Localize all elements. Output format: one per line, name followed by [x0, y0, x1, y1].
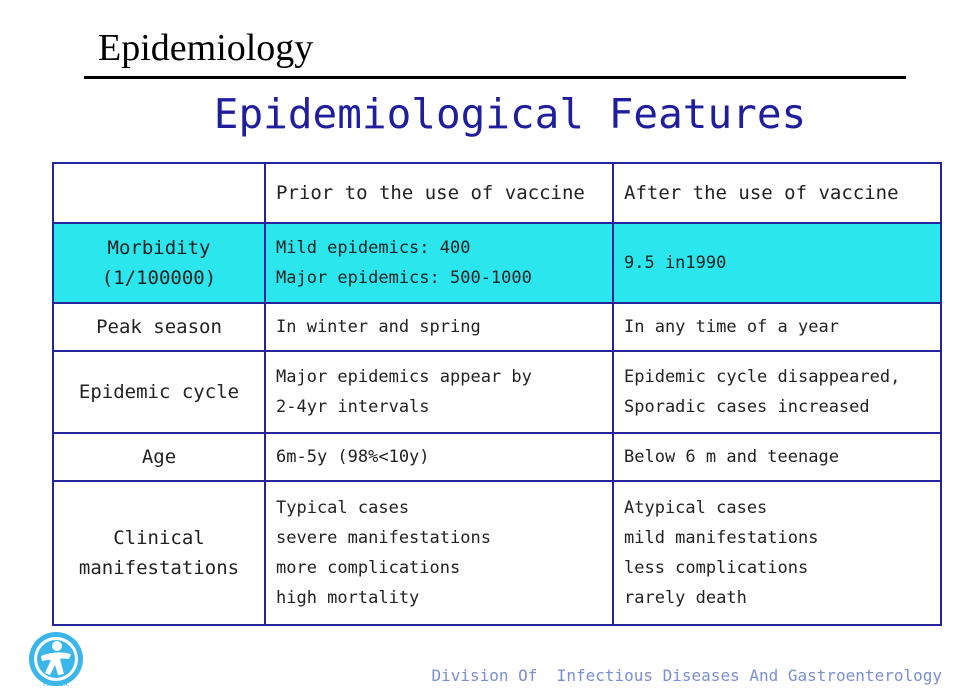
after-cell: [613, 481, 941, 625]
cell-line: Epidemic cycle disappeared,: [624, 367, 901, 387]
cell-line: Below 6 m and teenage: [624, 447, 839, 467]
cell-line: more complications: [276, 558, 461, 578]
cell-line: mild manifestations: [624, 528, 819, 548]
row-label: [53, 303, 265, 351]
cell-line: Major epidemics appear by: [276, 367, 532, 387]
prior-cell: [265, 223, 613, 303]
row-label-line: Clinical: [113, 527, 205, 549]
table-header-prior: Prior to the use of vaccine: [265, 163, 613, 223]
cell-line: Atypical cases: [624, 498, 768, 518]
after-cell: [613, 303, 941, 351]
hospital-figure-logo-icon: [24, 630, 88, 688]
row-label-line: (1/100000): [101, 267, 217, 289]
footer-division-text: Division Of Infectious Diseases And Gastroenterology: [431, 666, 942, 685]
cell-line: Mild epidemics: 400: [276, 238, 471, 258]
row-label-line: Peak season: [96, 316, 222, 338]
cell-line: In any time of a year: [624, 317, 839, 337]
cell-line: high mortality: [276, 588, 420, 608]
table-row-age: [53, 433, 941, 481]
cell-line: 6m-5y (98%<10y): [276, 447, 430, 467]
page-title: Epidemiological Features: [213, 90, 807, 138]
table-header-after: After the use of vaccine: [613, 163, 941, 223]
table-header-empty: [53, 163, 265, 223]
cell-line: Typical cases: [276, 498, 410, 518]
table-row-peak-season: [53, 303, 941, 351]
after-cell: [613, 351, 941, 433]
row-label: [53, 351, 265, 433]
prior-cell: [265, 351, 613, 433]
prior-cell: [265, 433, 613, 481]
table-row-clinical: [53, 481, 941, 625]
row-label-line: Morbidity: [107, 237, 211, 259]
row-label-line: Age: [141, 446, 177, 468]
prior-cell: [265, 303, 613, 351]
cell-line: less complications: [624, 558, 809, 578]
cell-line: Major epidemics: 500-1000: [276, 268, 532, 288]
row-label: [53, 481, 265, 625]
row-label-line: Epidemic cycle: [78, 381, 240, 403]
logo-caption: Pediatric: [42, 681, 70, 688]
after-cell: [613, 223, 941, 303]
row-label-line: manifestations: [78, 557, 240, 579]
cell-line: rarely death: [624, 588, 747, 608]
header-divider: [84, 76, 906, 79]
row-label: [53, 433, 265, 481]
row-label: [53, 223, 265, 303]
cell-line: 9.5 in1990: [624, 253, 727, 273]
cell-line: Sporadic cases increased: [624, 397, 870, 417]
header-title: Epidemiology: [98, 27, 314, 69]
table-row-epidemic-cycle: [53, 351, 941, 433]
cell-line: 2-4yr intervals: [276, 397, 430, 417]
after-cell: [613, 433, 941, 481]
epidemiology-table: [52, 162, 942, 626]
table-header-row: [53, 163, 941, 223]
cell-line: In winter and spring: [276, 317, 481, 337]
prior-cell: [265, 481, 613, 625]
table-row-morbidity: [53, 223, 941, 303]
cell-line: severe manifestations: [276, 528, 491, 548]
